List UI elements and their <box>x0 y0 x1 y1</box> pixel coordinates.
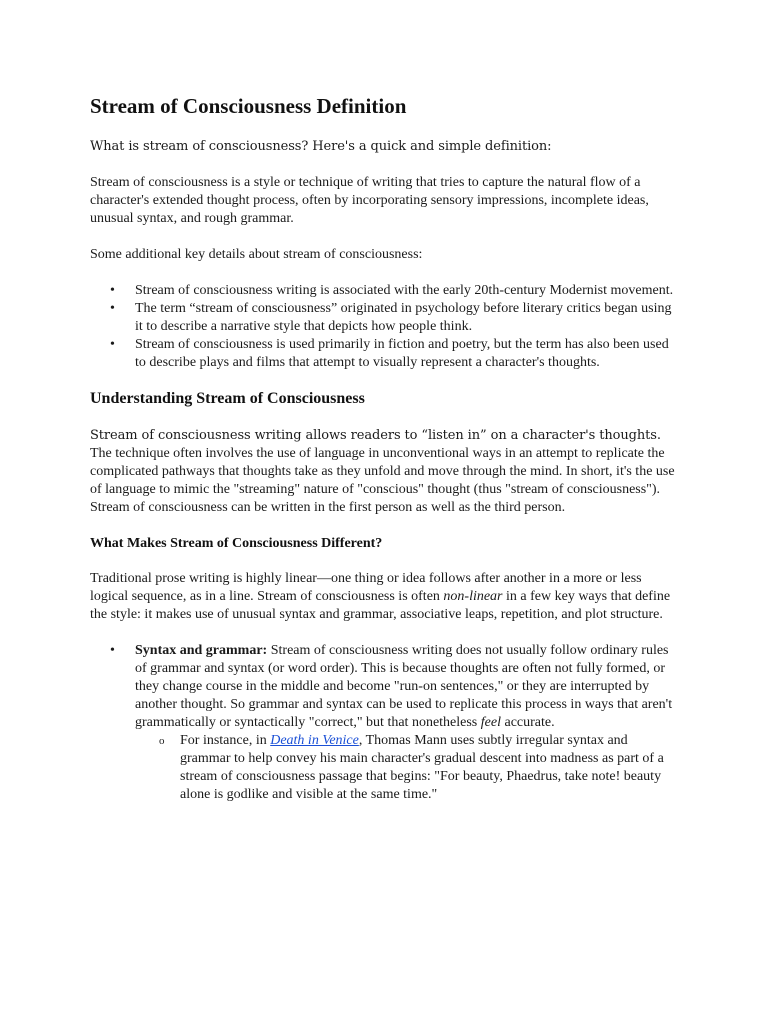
death-in-venice-link[interactable]: Death in Venice <box>270 733 359 748</box>
different-paragraph <box>90 570 680 624</box>
features-list <box>90 642 680 804</box>
syntax-label: Syntax and grammar: <box>135 643 268 658</box>
sub-item-prefix: For instance, in <box>180 733 271 748</box>
sub-list-item <box>180 732 680 804</box>
list-item: • The term “stream of consciousness” originated in psychology before literary critics began using it to describe a narrative style that depicts how people think. <box>135 300 680 336</box>
key-details-list <box>90 282 680 372</box>
syntax-sublist <box>135 732 680 804</box>
list-item: • Stream of consciousness writing is associated with the early 20th-century Modernist movement. <box>135 282 680 300</box>
intro-line: What is stream of consciousness? Here's a quick and simple definition: <box>90 139 552 154</box>
understanding-paragraph <box>90 427 680 517</box>
syntax-emphasis: feel <box>480 715 501 730</box>
definition-paragraph: Stream of consciousness is a style or technique of writing that tries to capture the natural flow of a character's extended thought process, often by incorporating sensory impressions, incomplete ideas, unusual syntax, and rough grammar. <box>90 175 649 226</box>
different-text-part2: in a few key ways that define the style: it makes use of unusual syntax and grammar, associative leaps, repetition, and plot structure. <box>90 589 671 622</box>
section-heading-understanding: Understanding Stream of Consciousness <box>90 390 365 407</box>
sub-item-suffix: , Thomas Mann uses subtly irregular syntax and grammar to help convey his main character's gradual descent into madness as part of a stream of consciousness passage that begins: "For beauty, Phaedrus, take note! beauty alone is godlike and visible at the same time." <box>180 733 664 802</box>
syntax-text-part1: Stream of consciousness writing does not usually follow ordinary rules of grammar and syntax (or word order). This is because thoughts are often not fully formed, or they change course in the middle and become "run-on sentences," or they are interrupted by another thought. So grammar and syntax can be used to replicate this process in ways that aren't grammatically or syntactically "correct," but that nonetheless <box>135 643 673 730</box>
list-item: • Stream of consciousness is used primarily in fiction and poetry, but the term has also been used to describe plays and films that attempt to visually represent a character's thoughts. <box>135 336 680 372</box>
key-details-lead: Some additional key details about stream of consciousness: <box>90 247 423 262</box>
different-emphasis: non-linear <box>443 589 503 604</box>
list-item-syntax <box>135 642 680 804</box>
syntax-text-part2: accurate. <box>500 715 555 730</box>
understanding-lead: Stream of consciousness writing allows readers to “listen in” on a character's thoughts. <box>90 428 661 443</box>
section-heading-different: What Makes Stream of Consciousness Different? <box>90 536 383 551</box>
document-page <box>90 92 680 820</box>
understanding-rest: The technique often involves the use of language in unconventional ways in an attempt to replicate the complicated pathways that thoughts take as they unfold and move through the mind. In short, it's the use of language to mimic the "streaming" nature of "conscious" thought (thus "stream of consciousness"). Stream of consciousness can be written in the first person as well as the third person. <box>90 446 675 515</box>
page-title: Stream of Consciousness Definition <box>90 94 407 118</box>
different-text-part1: Traditional prose writing is highly linear—one thing or idea follows after another in a more or less logical sequence, as in a line. Stream of consciousness is often <box>90 571 642 604</box>
